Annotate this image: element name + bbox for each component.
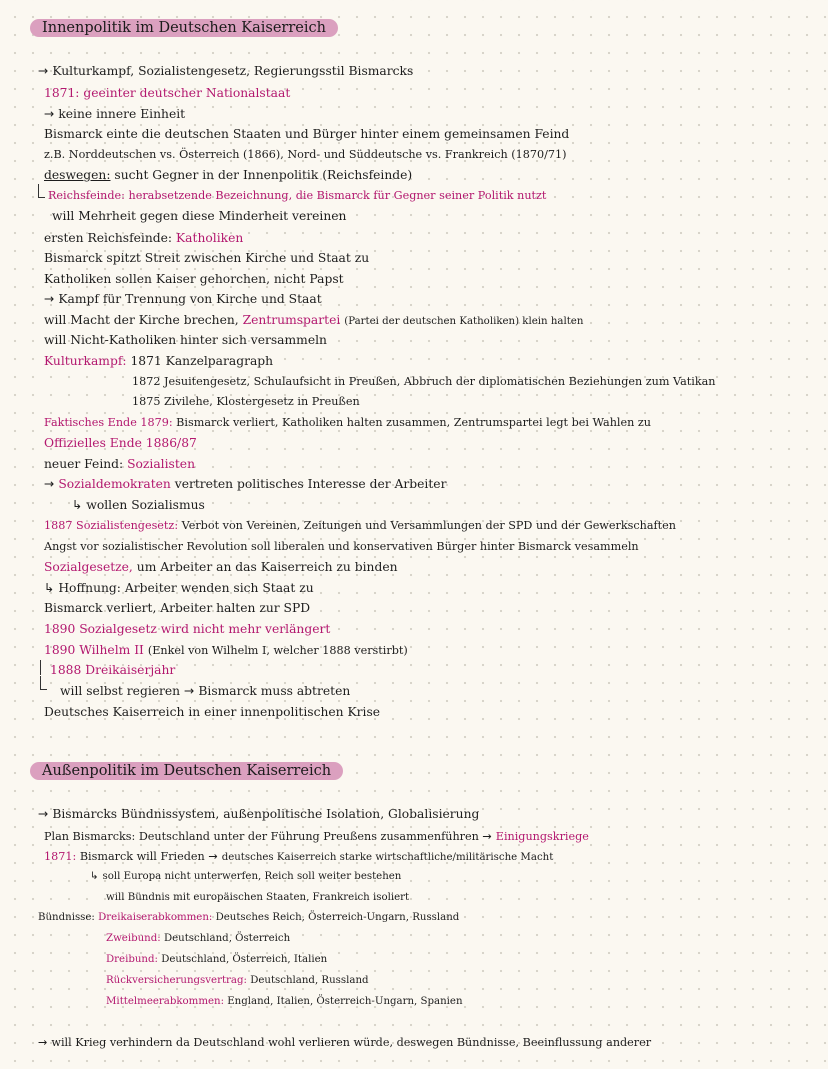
line-war: → will Krieg verhindern da Deutschland wohl verlieren würde, deswegen Bündnisse, Beeinflussung anderer — [38, 1036, 652, 1049]
line-conflict: Bismarck spitzt Streit zwischen Kirche und Staat zu — [44, 251, 370, 265]
line-social-laws: Sozialgesetze, um Arbeiter an das Kaiserreich zu binden — [44, 560, 398, 574]
line-kulturkampf-1875: 1875 Zivilehe, Klostergesetz in Preußen — [132, 395, 360, 408]
line-socialist-law: 1887 Sozialistengesetz: Verbot von Vereinen, Zeitungen und Versammlungen der SPD und der Gewerkschaften — [44, 519, 676, 532]
arrow-right-icon: → — [38, 1036, 48, 1049]
line-alliances-4: Rückversicherungsvertrag: Deutschland, Russland — [106, 975, 369, 986]
line-europe: ↳ soll Europa nicht unterwerfen, Reich soll weiter bestehen — [90, 871, 402, 882]
line-alliances-5: Mittelmeerabkommen: England, Italien, Österreich-Ungarn, Spanien — [106, 996, 463, 1007]
line-alliance: will Bündnis mit europäischen Staaten, Frankreich isoliert — [106, 892, 410, 903]
line-crisis: Deutsches Kaiserreich in einer innenpolitischen Krise — [44, 705, 381, 719]
line-alliances-2: Zweibund: Deutschland, Österreich — [106, 933, 291, 944]
line-kulturkampf-1872: 1872 Jesuitengesetz, Schulaufsicht in Preußen, Abbruch der diplomatischen Beziehungen zum Vatikan — [132, 375, 716, 388]
line-hope: ↳ Hoffnung: Arbeiter wenden sich Staat zu — [44, 581, 314, 595]
subarrow-icon: ↳ — [44, 581, 55, 595]
line-social-democrats: → Sozialdemokraten vertreten politisches Interesse der Arbeiter — [44, 477, 447, 491]
line-socialism: ↳ wollen Sozialismus — [72, 498, 205, 512]
line-alliances-3: Dreibund: Deutschland, Österreich, Italien — [106, 954, 328, 965]
arrow-right-icon: → — [38, 64, 49, 78]
line-factual-end: Faktisches Ende 1879: Bismarck verliert, Katholiken halten zusammen, Zentrumspartei legt bei Wahlen zu — [44, 416, 651, 429]
section-title-innenpolitik: Innenpolitik im Deutschen Kaiserreich — [30, 19, 338, 37]
section-title-aussenpolitik: Außenpolitik im Deutschen Kaiserreich — [30, 762, 343, 780]
line-overview-2: → Bismarcks Bündnissystem, außenpolitische Isolation, Globalisierung — [38, 807, 480, 821]
line-bismarck-loses: Bismarck verliert, Arbeiter halten zur SPD — [44, 601, 311, 615]
line-unite: Bismarck einte die deutschen Staaten und Bürger hinter einem gemeinsamen Feind — [44, 127, 570, 141]
line-1871: 1871: geeinter deutscher Nationalstaat — [44, 86, 291, 100]
arrow-right-icon: → — [184, 684, 195, 698]
bracket-connector — [40, 676, 47, 690]
vertical-bar — [40, 660, 41, 675]
subarrow-icon: ↳ — [72, 498, 83, 512]
line-1890-wilhelm: 1890 Wilhelm II (Enkel von Wilhelm I, welcher 1888 verstirbt) — [44, 643, 408, 657]
overview-line: → Kulturkampf, Sozialistengesetz, Regierungsstil Bismarcks — [38, 64, 414, 78]
line-fear: Angst vor sozialistischer Revolution soll liberalen und konservativen Bürger hinter Bismarck vesammeln — [44, 540, 639, 553]
line-deswegen: deswegen: sucht Gegner in der Innenpolitik (Reichsfeinde) — [44, 168, 413, 182]
line-1888: 1888 Dreikaiserjahr — [50, 663, 176, 677]
line-majority: will Mehrheit gegen diese Minderheit vereinen — [52, 209, 347, 223]
line-1890-law: 1890 Sozialgesetz wird nicht mehr verlängert — [44, 622, 331, 636]
line-first-enemies: ersten Reichsfeinde: Katholiken — [44, 231, 244, 245]
line-no-unity: → keine innere Einheit — [44, 107, 186, 121]
line-separation: → Kampf für Trennung von Kirche und Staat — [44, 292, 322, 306]
line-obey: Katholiken sollen Kaiser gehorchen, nicht Papst — [44, 272, 344, 286]
line-new-enemy: neuer Feind: Sozialisten — [44, 457, 195, 471]
line-plan: Plan Bismarcks: Deutschland unter der Führung Preußens zusammenführen → Einigungskriege — [44, 830, 589, 843]
line-official-end: Offizielles Ende 1886/87 — [44, 436, 197, 450]
line-example: z.B. Norddeutschen vs. Österreich (1866), Nord- und Süddeutsche vs. Frankreich (1870/71) — [44, 148, 567, 161]
arrow-right-icon: → — [44, 107, 55, 121]
bracket-connector — [38, 184, 45, 198]
arrow-right-icon: → — [44, 292, 55, 306]
line-noncatholics: will Nicht-Katholiken hinter sich versammeln — [44, 333, 327, 347]
arrow-right-icon: → — [208, 850, 218, 863]
line-alliances-1: Bündnisse: Dreikaiserabkommen: Deutsches Reich, Österreich-Ungarn, Russland — [38, 912, 460, 923]
arrow-right-icon: → — [38, 807, 49, 821]
line-reichsfeinde-definition: Reichsfeinde: herabsetzende Bezeichnung, die Bismarck für Gegner seiner Politik nutzt — [48, 189, 547, 202]
line-rule: will selbst regieren → Bismarck muss abtreten — [60, 684, 351, 698]
subarrow-icon: ↳ — [90, 871, 99, 882]
line-kulturkampf-1871: Kulturkampf: 1871 Kanzelparagraph — [44, 354, 274, 368]
arrow-right-icon: → — [44, 477, 55, 491]
line-1871-peace: 1871: Bismarck will Frieden → deutsches Kaiserreich starke wirtschaftliche/militärische Macht — [44, 850, 554, 863]
line-church-power: will Macht der Kirche brechen, Zentrumspartei (Partei der deutschen Katholiken) klein halten — [44, 313, 584, 327]
arrow-right-icon: → — [482, 830, 492, 843]
